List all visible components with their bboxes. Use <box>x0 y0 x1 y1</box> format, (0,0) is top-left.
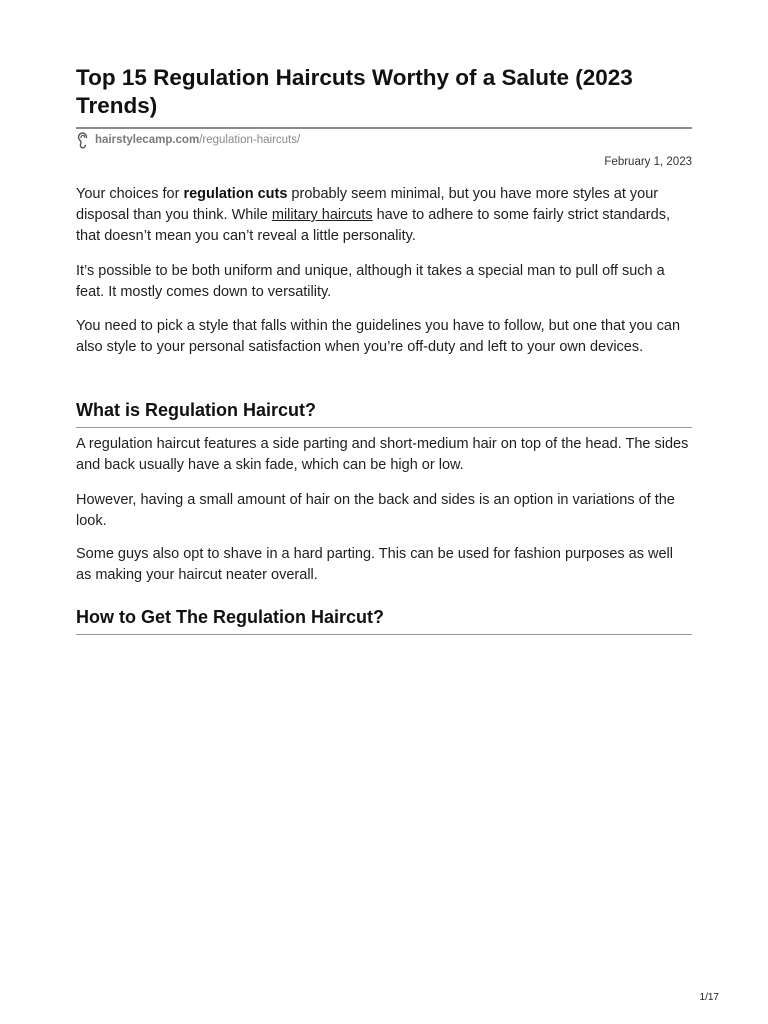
source-line <box>76 131 300 149</box>
source-path[interactable]: /regulation-haircuts/ <box>199 134 301 146</box>
section-divider-1 <box>76 427 692 428</box>
ear-icon <box>76 131 90 149</box>
intro-paragraph-2: It’s possible to be both uniform and unique, although it takes a special man to pull off such a feat. It mostly comes down to versatility. <box>76 263 665 300</box>
military-haircuts-link[interactable]: military haircuts <box>271 207 373 223</box>
intro-paragraph-1 <box>76 184 692 247</box>
intro-text-3: have to adhere to some fairly strict standards, that doesn’t mean you can’t reveal a little personality. <box>76 207 670 244</box>
title-divider <box>76 127 692 129</box>
section-heading-how-to: How to Get The Regulation Haircut? <box>76 607 385 627</box>
intro-text-2: probably seem minimal, but you have more styles at your disposal than you think. While <box>76 186 659 223</box>
page-number: 1/17 <box>699 992 719 1003</box>
publish-date: February 1, 2023 <box>604 156 692 168</box>
section-divider-2 <box>76 634 692 635</box>
section-heading-what-is: What is Regulation Haircut? <box>76 400 317 420</box>
section1-paragraph-2: However, having a small amount of hair on the back and sides is an option in variations of the look. <box>76 492 675 529</box>
article-title: Top 15 Regulation Haircuts Worthy of a Salute (2023 Trends) <box>76 65 633 118</box>
source-domain[interactable]: hairstylecamp.com <box>95 134 200 146</box>
intro-paragraph-3: You need to pick a style that falls within the guidelines you have to follow, but one that you can also style to your personal satisfaction when you’re off-duty and left to your own devices. <box>76 318 681 355</box>
intro-text-1: Your choices for <box>76 186 184 202</box>
bold-term: regulation cuts <box>183 186 288 202</box>
section1-paragraph-1: A regulation haircut features a side parting and short-medium hair on top of the head. The sides and back usually have a skin fade, which can be high or low. <box>76 436 689 473</box>
section1-paragraph-3: Some guys also opt to shave in a hard parting. This can be used for fashion purposes as well as making your haircut neater overall. <box>76 546 673 583</box>
